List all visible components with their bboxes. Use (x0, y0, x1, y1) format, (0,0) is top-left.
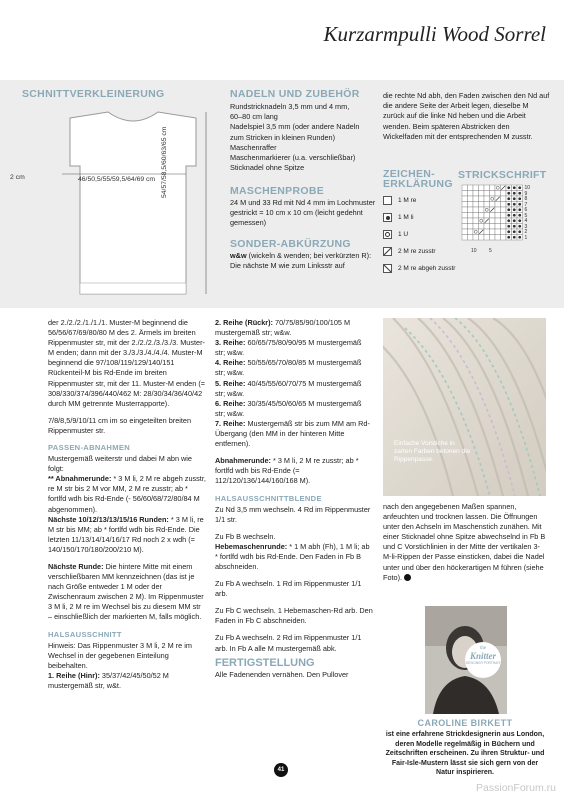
chart-cell (479, 196, 485, 202)
chart-cell (490, 218, 496, 224)
chart-cell (495, 213, 501, 219)
strickschrift-heading: STRICKSCHRIFT (458, 169, 547, 181)
purl-mark (507, 214, 510, 217)
chart-cell (479, 224, 485, 230)
column-b (215, 318, 373, 687)
chart-row-number: 4 (524, 218, 528, 224)
chart-cell (468, 229, 474, 235)
purl-mark (507, 203, 510, 206)
fertig-heading: FERTIGSTELLUNG (215, 656, 315, 669)
row-instruction: 5. Reihe: 40/45/55/60/70/75 M mustergemäß str; w&w. (215, 378, 362, 398)
purl-mark (518, 219, 521, 222)
purl-mark (513, 214, 516, 217)
fb-a1-text: Zu Fb A wechseln. 1 Rd im Rippenmuster 1/1 arb. (215, 579, 362, 599)
chart-cell (501, 207, 507, 213)
legend-item: 2 M re abgeh zusstr (383, 264, 455, 273)
chart-cell (495, 229, 501, 235)
chart-cell (495, 207, 501, 213)
dim-shoulder: 2 cm (10, 174, 25, 181)
dim-length: 54/57/58,5/60/63/65 cm (161, 126, 168, 198)
purl-mark (507, 236, 510, 239)
chart-cell (468, 224, 474, 230)
chart-cell (495, 218, 501, 224)
chart-row-number: 10 (524, 185, 531, 191)
purl-mark (513, 192, 516, 195)
passen-next-round: Nächste Runde: Die hintere Mitte mit einem verschließbaren MM kennzeichnen (das ist je nach Größe entweder 1 M oder der Zwischenraum zwischen 2 M). Im Rippenmuster 3 M li, 2 M re im Wechsel bis zu diesem MM str – einschließlich der markierten M, falls möglich. (48, 561, 204, 622)
chart-cell (484, 229, 490, 235)
purl-mark (518, 236, 521, 239)
col-a-paragraph: 7/8/8,5/9/10/11 cm im so eingeteilten breiten Rippenmuster str. (48, 415, 192, 435)
hals-heading: HALSAUSSCHNITT (48, 629, 122, 639)
chart-cell (473, 218, 479, 224)
blende-text: Zu Nd 3,5 mm wechseln. 4 Rd im Rippenmuster 1/1 str. (215, 504, 371, 524)
chart-cell (479, 185, 485, 191)
legend-item: 1 U (383, 230, 408, 239)
chart-row-number: 3 (524, 223, 528, 230)
designer-bio: ist eine erfahrene Strickdesignerin aus London, deren Modelle regelmäßig in Büchern und Zeitschriften erscheinen. Zu ihren Struktur- und Fair-Isle-Mustern lässt sie sich gern von der Natur inspirieren. (385, 731, 545, 777)
chart-cell (462, 213, 468, 219)
chart-row-number: 5 (524, 212, 528, 219)
chart-cell (490, 191, 496, 197)
legend-item: 1 M re (383, 196, 416, 205)
chart-row-number: 2 (524, 229, 528, 235)
chart-cell (468, 191, 474, 197)
fb-c-text: Zu Fb C wechseln. 1 Hebemaschen-Rd arb. Den Faden in Fb C abschneiden. (215, 606, 373, 626)
chart-cell (473, 235, 479, 241)
chart-cell (462, 235, 468, 241)
garment-schematic (48, 108, 218, 303)
chart-cell (490, 202, 496, 208)
ssk-symbol-icon (383, 264, 392, 273)
fb-a2-text: Zu Fb A wechseln. 2 Rd im Rippenmuster 1/1 arb. In Fb A alle M mustergemäß abk. (215, 633, 362, 653)
blende-heading: HALSAUSSCHNITTBLENDE (215, 493, 322, 503)
chart-cell (462, 218, 468, 224)
purl-mark (507, 197, 510, 200)
chart-cell (501, 235, 507, 241)
purl-mark (513, 219, 516, 222)
purl-mark (513, 208, 516, 211)
chart-cell (468, 185, 474, 191)
chart-cell (468, 196, 474, 202)
chart-col-number: 10 (471, 248, 477, 254)
purl-mark (518, 208, 521, 211)
chart-cell (462, 191, 468, 197)
purl-mark (518, 186, 521, 189)
passen-intro: Mustergemäß weiterstr und dabei M abn wie folgt: ** Abnahmerunde: * 3 M li, 2 M re abgeh zusstr, re M str bis 2 M vor MM, 2 M re zusstr; ab * fortlfd wdh bis Rd-Ende (- 56/60/68/72/80/84 M abgenommen). Nächste 10/12/13/13/15/16 Runden: * 3 M li, re M str bis MM; ab * fortlfd wdh bis Rd-Ende. Die letzten 11/13/14/14/16/17 Rd noch 2 x wdh (= 140/150/170/180/200/210 M). (48, 454, 206, 554)
chart-cell (462, 207, 468, 213)
chart-cell (468, 202, 474, 208)
chart-cell (490, 196, 496, 202)
nadeln-item: Maschenmarkierer (u.a. verschließbar) (230, 153, 356, 163)
chart-cell (490, 213, 496, 219)
chart-cell (484, 235, 490, 241)
chart-cell (479, 213, 485, 219)
abnahme-text: Abnahmerunde: * 3 M li, 2 M re zusstr; ab * fortlfd wdh bis Rd-Ende (= 112/120/136/144/160/168 M). (215, 456, 359, 486)
col3-top-text: die rechte Nd abh, den Faden zwischen den Nd auf die andere Seite der Arbeit legen, dieselbe M zurück auf die linke Nd heben und die Arbeit wenden. Beim späteren Abstricken den Wickelfaden mit der entsprechenden M zusstr. (383, 91, 550, 141)
end-mark-icon (404, 574, 411, 581)
purl-mark (518, 214, 521, 217)
purl-mark (507, 208, 510, 211)
chart-cell (495, 191, 501, 197)
row-instruction: 6. Reihe: 30/35/45/50/60/65 M mustergemäß str; w&w. (215, 398, 362, 418)
nadeln-item: Sticknadel ohne Spitze (230, 163, 305, 173)
hals-text: Hinweis: Das Rippenmuster 3 M li, 2 M re im Wechsel in der gegebenen Einteilung beibehalten. 1. Reihe (Hinr): 35/37/42/45/50/52 M mustergemäß str, w&t. (48, 640, 192, 690)
chart-row-number: 7 (524, 201, 528, 208)
chart-cell (462, 196, 468, 202)
chart-cell (468, 207, 474, 213)
chart-cell (495, 224, 501, 230)
yarn-over-symbol-icon (383, 230, 392, 239)
nadeln-item: Maschenraffer (230, 142, 277, 152)
chart-cell (479, 202, 485, 208)
chart-cell (479, 191, 485, 197)
chart-cell (501, 202, 507, 208)
maschenprobe-text: 24 M und 33 Rd mit Nd 4 mm im Lochmuster gestrickt = 10 cm x 10 cm (leicht gedehnt gemessen) (230, 198, 376, 228)
nadeln-item: 60–80 cm lang (230, 112, 278, 122)
col-c-text: nach den angegebenen Maßen spannen, anfeuchten und trocknen lassen. Die Öffnungen unter den Achseln im Maschenstich zunähen. Mit einer Sticknadel ohne Spitze abwechselnd in Fb B und C Vorstichlinien in der Mitte der vertikalen 3-M-li-Rippen der Passe einsticken, dabei die Nadel unter und über den höckerartigen M führen (siehe Foto). (383, 502, 546, 582)
row-instruction: 4. Reihe: 50/55/65/70/80/85 M mustergemäß str; w&w. (215, 358, 362, 378)
purl-mark (507, 186, 510, 189)
chart-cell (501, 191, 507, 197)
designer-portrait (425, 606, 507, 714)
chart-cell (501, 196, 507, 202)
row-instruction: 3. Reihe: 60/65/75/80/90/95 M mustergemäß str; w&w. (215, 338, 362, 358)
chart-cell (484, 213, 490, 219)
sonder-heading: SONDER-ABKÜRZUNG (230, 238, 351, 250)
hebe-text: Zu Fb B wechseln. Hebemaschenrunde: * 1 M abh (Fh), 1 M li; ab * fortlfd wdh bis Rd-Ende. Den Faden in Fb B abschneiden. (215, 531, 370, 571)
chart-cell (490, 224, 496, 230)
purl-mark (518, 197, 521, 200)
watermark: PassionForum.ru (476, 782, 556, 794)
chart-cell (479, 218, 485, 224)
chart-cell (495, 202, 501, 208)
nadeln-heading: NADELN UND ZUBEHÖR (230, 88, 360, 100)
zeichen-heading-line2: ERKLÄRUNG (383, 178, 453, 190)
chart-cell (473, 229, 479, 235)
schema-heading: SCHNITTVERKLEINERUNG (22, 88, 165, 100)
chart-cell (501, 213, 507, 219)
chart-cell (473, 202, 479, 208)
chart-cell (468, 213, 474, 219)
maschenprobe-heading: MASCHENPROBE (230, 185, 325, 197)
chart-col-number: 5 (489, 248, 492, 254)
purl-mark (513, 197, 516, 200)
purl-mark (518, 192, 521, 195)
chart-cell (501, 229, 507, 235)
chart-cell (473, 196, 479, 202)
chart-grid (458, 183, 548, 253)
chart-cell (490, 185, 496, 191)
purl-mark (513, 186, 516, 189)
nadeln-item: zum Stricken in kleinen Runden) (230, 132, 336, 142)
photo-caption: Einfache Vorstiche in zarten Farben betonen die Rippenpasse. (394, 440, 471, 463)
chart-cell (484, 224, 490, 230)
purl-mark (507, 192, 510, 195)
knit-symbol-icon (383, 196, 392, 205)
column-a (48, 318, 206, 698)
purl-mark (518, 225, 521, 228)
designer-name: CAROLINE BIRKETT (417, 718, 513, 728)
dim-width: 46/50,5/55/59,5/64/69 cm (78, 176, 156, 183)
sonder-desc: (wickeln & wenden; bei verkürzten R): Die nächste M wie zum Linksstr auf (230, 251, 372, 271)
chart-cell (484, 207, 490, 213)
chart-cell (462, 202, 468, 208)
chart-row-number: 8 (524, 196, 528, 202)
sonder-term: w&w (230, 251, 247, 260)
purl-mark (513, 203, 516, 206)
chart-cell (462, 224, 468, 230)
chart-cell (501, 218, 507, 224)
row-instruction: 7. Reihe: Mustergemäß str bis zum MM am Rd-Übergang (den MM in der hinteren Mitte entfernen). (215, 418, 370, 449)
purl-mark (513, 225, 516, 228)
nadeln-list (230, 102, 372, 173)
chart-row-number: 9 (524, 190, 528, 197)
zeichen-heading (383, 169, 453, 189)
nadeln-item: Nadelspiel 3,5 mm (oder andere Nadeln (230, 122, 360, 132)
chart-cell (495, 185, 501, 191)
zeichen-heading-line1: ZEICHEN- (383, 168, 435, 180)
nadeln-item: Rundstricknadeln 3,5 mm und 4 mm, (230, 102, 350, 111)
chart-row-number: 1 (524, 234, 528, 241)
chart-cell (468, 218, 474, 224)
strickschrift-chart (458, 183, 548, 258)
chart-cell (468, 235, 474, 241)
chart-cell (484, 191, 490, 197)
k2tog-symbol-icon (383, 247, 392, 256)
row-instruction: 2. Reihe (Rückr): 70/75/85/90/100/105 M mustergemäß str; w&w. (215, 318, 351, 338)
chart-cell (501, 224, 507, 230)
chart-cell (484, 202, 490, 208)
purl-mark (507, 225, 510, 228)
purl-mark (507, 230, 510, 233)
purl-mark (518, 203, 521, 206)
chart-cell (490, 235, 496, 241)
chart-cell (495, 235, 501, 241)
col-a-paragraph: der 2./2./2./1./1./1. Muster-M beginnend die 56/56/67/69/80/80 M des 2. Ärmels im breiten Rippenmuster str, mit der 2./2./2./3./3./3. Muster-M enden; dann mit der 3./3./3./4./4./4. Muster-M beginnend die 97/108/119/129/140/151 Rückenteil-M bis Rd-Ende im breiten Rippenmuster str, mit der 11. Muster-M enden (= 308/330/374/396/440/462 M: 28/30/34/36/40/42 durch MM getrennte Musterrapporte). (48, 318, 206, 408)
legend-item: 1 M li (383, 213, 414, 222)
rows-block (215, 318, 373, 449)
page-title: Kurzarmpulli Wood Sorrel (323, 22, 546, 46)
chart-cell (473, 191, 479, 197)
chart-cell (484, 185, 490, 191)
chart-row-number: 6 (524, 207, 528, 213)
purl-mark (507, 219, 510, 222)
purl-mark (518, 230, 521, 233)
chart-cell (473, 207, 479, 213)
knitter-badge: the Knitter DESIGNER PORTRAIT (465, 642, 501, 678)
chart-cell (473, 224, 479, 230)
chart-cell (479, 207, 485, 213)
purl-symbol-icon (383, 213, 392, 222)
sweater-detail-photo (383, 318, 546, 496)
page-number: 41 (274, 763, 288, 777)
chart-cell (462, 229, 468, 235)
chart-cell (479, 235, 485, 241)
chart-cell (473, 213, 479, 219)
chart-cell (462, 185, 468, 191)
legend-item: 2 M re zusstr (383, 247, 436, 256)
chart-cell (473, 185, 479, 191)
chart-cell (490, 229, 496, 235)
fertig-text: Alle Fadenenden vernähen. Den Pullover (215, 669, 349, 679)
purl-mark (513, 230, 516, 233)
sonder-text (230, 251, 376, 271)
passen-heading: PASSEN-ABNAHMEN (48, 443, 130, 453)
purl-mark (513, 236, 516, 239)
chart-cell (484, 196, 490, 202)
